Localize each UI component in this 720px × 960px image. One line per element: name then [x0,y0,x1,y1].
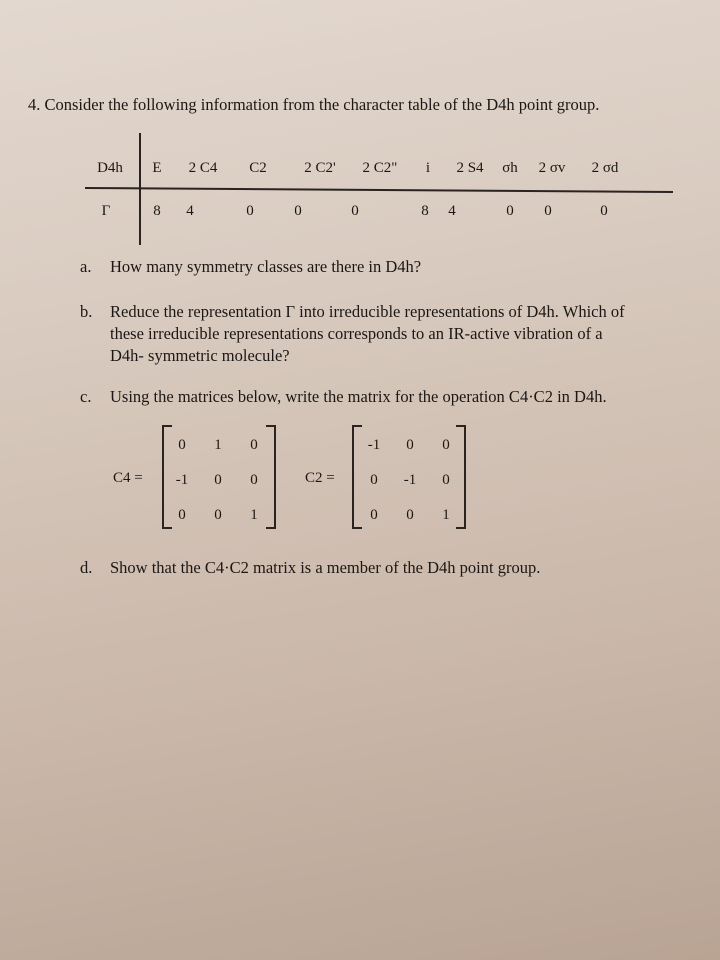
matrix-entry: 0 [442,437,450,453]
group-label: D4h [97,160,123,176]
matrix-entry: 0 [250,437,258,453]
part-text: D4h- symmetric molecule? [110,346,290,365]
table-header-cell: 2 S4 [456,160,484,176]
part-text: Reduce the representation Γ into irreducible representations of D4h. Which of [110,302,625,321]
table-header-cell: i [425,160,431,176]
matrix-entry: 0 [250,472,258,488]
matrix-entry: -1 [403,472,417,488]
table-horizontal-rule [85,187,673,193]
table-value-cell: 8 [153,203,161,219]
part-text: Show that the C4·C2 matrix is a member of the D4h point group. [110,558,541,577]
table-header-cell: C2 [249,160,267,176]
matrix-entry: 0 [370,472,378,488]
matrix-entry: 0 [406,507,414,523]
table-value-cell: 0 [246,203,254,219]
matrix-entry: 1 [442,507,450,523]
matrix-entry: -1 [175,472,189,488]
c4-matrix [164,437,272,524]
table-header-cell: 2 C2" [362,160,398,176]
c2-matrix [356,437,464,524]
table-header-cell: E [152,160,162,176]
table-value-cell: 0 [506,203,514,219]
matrix-entry: -1 [367,437,381,453]
question-title: 4. Consider the following information from the character table of the D4h point group. [28,95,600,114]
table-value-cell: 0 [351,203,359,219]
table-header-cell: 2 C2' [304,160,336,176]
table-header-cell: σh [502,160,518,176]
c4-label: C4 = [113,470,143,486]
part-label: d. [80,558,93,577]
part-text: these irreducible representations corresponds to an IR-active vibration of a [110,324,603,343]
matrix-entry: 0 [406,437,414,453]
matrix-entry: 1 [214,437,222,453]
table-value-cell: 0 [294,203,302,219]
part-label: a. [80,257,92,276]
matrix-entry: 0 [178,507,186,523]
part-label: c. [80,387,92,406]
c2-label: C2 = [305,470,335,486]
table-value-cell: 4 [186,203,194,219]
table-value-cell: 4 [448,203,456,219]
matrix-entry: 1 [250,507,258,523]
table-header-cell: 2 σd [591,160,619,176]
table-value-cell: 0 [600,203,608,219]
row-label: Γ [101,203,111,219]
table-header-cell: 2 σv [538,160,566,176]
part-text: How many symmetry classes are there in D4h? [110,257,422,276]
table-value-cell: 0 [544,203,552,219]
part-label: b. [80,302,93,321]
matrix-entry: 0 [370,507,378,523]
part-text: Using the matrices below, write the matrix for the operation C4·C2 in D4h. [110,387,607,406]
matrix-entry: 0 [442,472,450,488]
matrix-entry: 0 [214,507,222,523]
matrix-entry: 0 [178,437,186,453]
table-value-cell: 8 [421,203,429,219]
table-header-cell: 2 C4 [188,160,218,176]
matrix-entry: 0 [214,472,222,488]
